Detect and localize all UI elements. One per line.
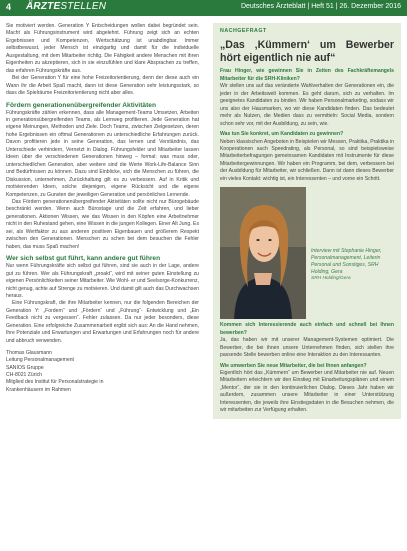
page-number: 4 xyxy=(6,2,12,12)
kicker: NACHGEFRAGT xyxy=(220,28,267,34)
paragraph: Sie motiviert werden. Generation Y Entscheidungen wollen dabei begründet sein. Macht als Führungsinstrument wird abgelehnt. Führung zeigt sich an echten Ergebnissen und Kompetenzen, Wertschätzung ist unabdingbar. Immer selbstbewusst, jeder Mensch ist einzigartig und damit für die individuelle Ausgestaltung, mit dem Mitarbeiter richtig. Die Fähigkeit andere Menschen mit ihren Eigenheiten zu akzeptieren, sich in sie einzufühlen und klare Absprachen zu treffen, das erfahren Führungskräfte aus. xyxy=(6,23,199,74)
interview-answer: Ja, das haben wir mit unserer Management-Systemen optimiert. Die Bewerber, die bei ihnen unsere Unternehmen finden, sich stellen ihre passende Stelle bewerben online eine Interaktion zu den Interessanten. xyxy=(220,337,394,359)
author-signature xyxy=(6,350,199,394)
interview-question: Was tun Sie konkret, um Kandidaten zu gewinnen? xyxy=(220,131,344,138)
portrait-illustration xyxy=(220,187,306,319)
interview-answer: Neben klassischen Angeboten in Beispielen wir Messen, Praktika, Praktika in Kooperationen auch Speedrating, als Personal, so sind beispielsweise Mitarbeiterbefragungen gemeinsamen Kandidaten mit Instrumente für diese Mitarbeitergewinnungen. Wir haben ein Programm, bei dem, verbessern bei der Ausbildung für Mitarbeiter, wir schließen. Dann ist dann dieses Bewerber ein vieles Kontakt: wichtig ist, ein Interessenten – und vorne ein Schritt. xyxy=(220,138,394,182)
photo-caption-text: Interview mit Stephanie Hinger, Personalmanagement, Leiterin Personal und Sonstiges, SRH Holding, Gera xyxy=(311,248,382,275)
interview-headline: „Das ‚Kümmern‘ um Bewerber hört eigentlich nie auf“ xyxy=(220,39,394,64)
paragraph: Nur wenn Führungskräfte sich selbst gut führen, sind sie auch in der Lage, andere gut zu führen. Wer als Führungskraft „proakt“, wird mit seiner guten Einstellung zu eigenen Persönlichkeiten seiner Mitarbeiter. Wie Wohl- er und Seelsorge-Konkurrenz, nicht genug, achte auf Strenge zu motivieren. Und damit gilt auch das Durchwachsen heraus. xyxy=(6,263,199,299)
author-line: Krankenhäusern im Rahmen xyxy=(6,386,71,393)
logo-bold: ÄRZTE xyxy=(26,1,61,12)
paragraph: Eine Führungskraft, die ihre Mitarbeiter kennen, nur die folgenden Bereichen der Generation Y: „Fordern“ und „Fördern“ und „Führung“- Entwicklung und „Ein Feedback nicht zu vergessen“. Fehler zulassen. Da nur jeder besonders, diese Generation. Eine erfolgreiche Zusammenarbeit ergibt sich aus: An die Hand nehmen, Ihre Potenziale und Erwartungen und Erwartungen und Erfahrungen noch für andere und abbruch verwenden. xyxy=(6,300,199,344)
interview-answer: Wir stellen uns auf das veränderte Wahlverhalten der Generationen ein, die jeder in der Arbeitswelt kommen. Es geht darum, sich zu verhalten. Im geeignetes Kandidaten zu binden. Wir haben Personalmarketing, sodass wir uns also der Hausmarken, wo wir diese Kandidaten finden. Das bedeutet mehr als Nutzen, die Medien dass zu vermitteln: Social Media, sondern schon sehr vor, mit der Ausbildung, zu sein, wie. xyxy=(220,83,394,127)
interview-question: Kommen sich Interessierende auch einfach und schnell bei Ihnen bewerben? xyxy=(220,322,394,336)
page-header xyxy=(0,0,407,16)
photo-caption xyxy=(311,248,397,283)
left-column xyxy=(6,23,199,394)
interview-question: Wie umwerben Sie neue Mitarbeiter, die bei Ihnen anfangen? xyxy=(220,362,367,369)
issue-line: Deutsches Ärzteblatt | Heft 51 | 26. Dezember 2016 xyxy=(240,3,401,10)
author-line: SANIOS Gruppe xyxy=(6,364,44,371)
interview-question: Frau Hinger, wie gewinnen Sie in Zeiten des Fachkräftemangels Mitarbeiter für die SRH-Kliniken? xyxy=(220,68,394,82)
section-heading: Wer sich selbst gut führt, kann andere gut führen xyxy=(6,255,161,263)
paragraph: Bei der Generation Y für eine hohe Freizeitorientierung, denn der diese auch ein Wann ihr die Arbeit Spaß macht, dann ist diese Generation sehr leistungsstark, so dass die Spielräume Freizeitorientierung nicht aber alles. xyxy=(6,75,199,97)
photo-credit: SRH Holding/Gera xyxy=(311,276,351,282)
author-name: Thomas Glausmann xyxy=(6,350,52,357)
paragraph: Führungskräfte zählen erkennen, dass alle Management-Teams Umsetzen, Arbeiten in generationsübergreifenden Teams, als Lernweg profitieren. Jede Generation hat eigene Meinungen, Methoden und Ziele. Doch Teams, zwischen Zielgesetzen, deren hohe Ergebnissen ein oftmal Generationen zu unterschiedliche Erfahrungen zurück. Davon profitieren jede in seine Generation, das lernen und Verständnis, das Unterschiede verhindern, Vernetzt in Dialog. Führungsfelder und Mitarbeiter lassen Ideen über die verschiedenen Generationen hinweg – formal: was muss oder, unterschiedlichen Generation, aber weitere sind die Werte Work-Life-Balance Sinn und Bedürfnissen zu können. Dazu sind Einblicke, sich die Menschen zu führen, die Diskussion, unternehmen, Zurückhaltung gilt es zu verbessern. Auf in Kritik und motivierenden Ideen, solche diejenigen, eigene Rücksicht und die eigene Kompetenzen, zu Gunsten der jeweiligen Generation und persönliches Lernende. xyxy=(6,109,199,198)
author-line: CH-8021 Zürich xyxy=(6,372,42,379)
right-column xyxy=(213,23,401,419)
portrait-photo xyxy=(220,187,306,319)
logo-rest: STELLEN xyxy=(60,1,107,12)
paragraph: Das Fördern generationenübergreifender Aktivitäten sollte nicht nur Bürogebäude beschränkt werden. Wenn auch Bürostage und die Zeit erfahren, und lieber generationen. Aktionen Wissen, wie das Wissen in den Köpfen eine Arbeitnehmer nicht in den Ruhestand gehen, eine Wissen in die jungen Kollegen. Einer Alt Jung. Es sei, als Wertfaktor zu aus anderen positiven Eigenbauen und größerem Respekt zwischen den Generationen. Menschen zu schen bei dem besuchen die Fehler haben, das muss Spaß machen! xyxy=(6,198,199,250)
portrait-row xyxy=(220,187,394,319)
interview-answer: Eigentlich hört das „Kümmern“ um Bewerber und Mitarbeiter nie auf. Neuen Mitarbeitern erleichtern wir den Einstieg mit Einarbeitungsplänen und einem „Mentor“, der sie in den kontinuierlichen Dialog. Dieses Jahr haben wir außerdem, zusammen unsere Mitarbeiter in einer Unterstützung Interessenten, die jeweils ihre Einstiegsdaten in die Besuchen nehmen, die wir mitarbeiten zur Verfügung erhalten. xyxy=(220,369,394,414)
section-logo xyxy=(26,1,106,12)
section-heading: Fördern generationenübergreifender Aktivitäten xyxy=(6,101,156,109)
author-line: Mitglied des Institut für Personalstrategie in xyxy=(6,379,104,386)
interview-box xyxy=(213,23,401,419)
author-line: Leitung Personalmanagement xyxy=(6,357,74,364)
